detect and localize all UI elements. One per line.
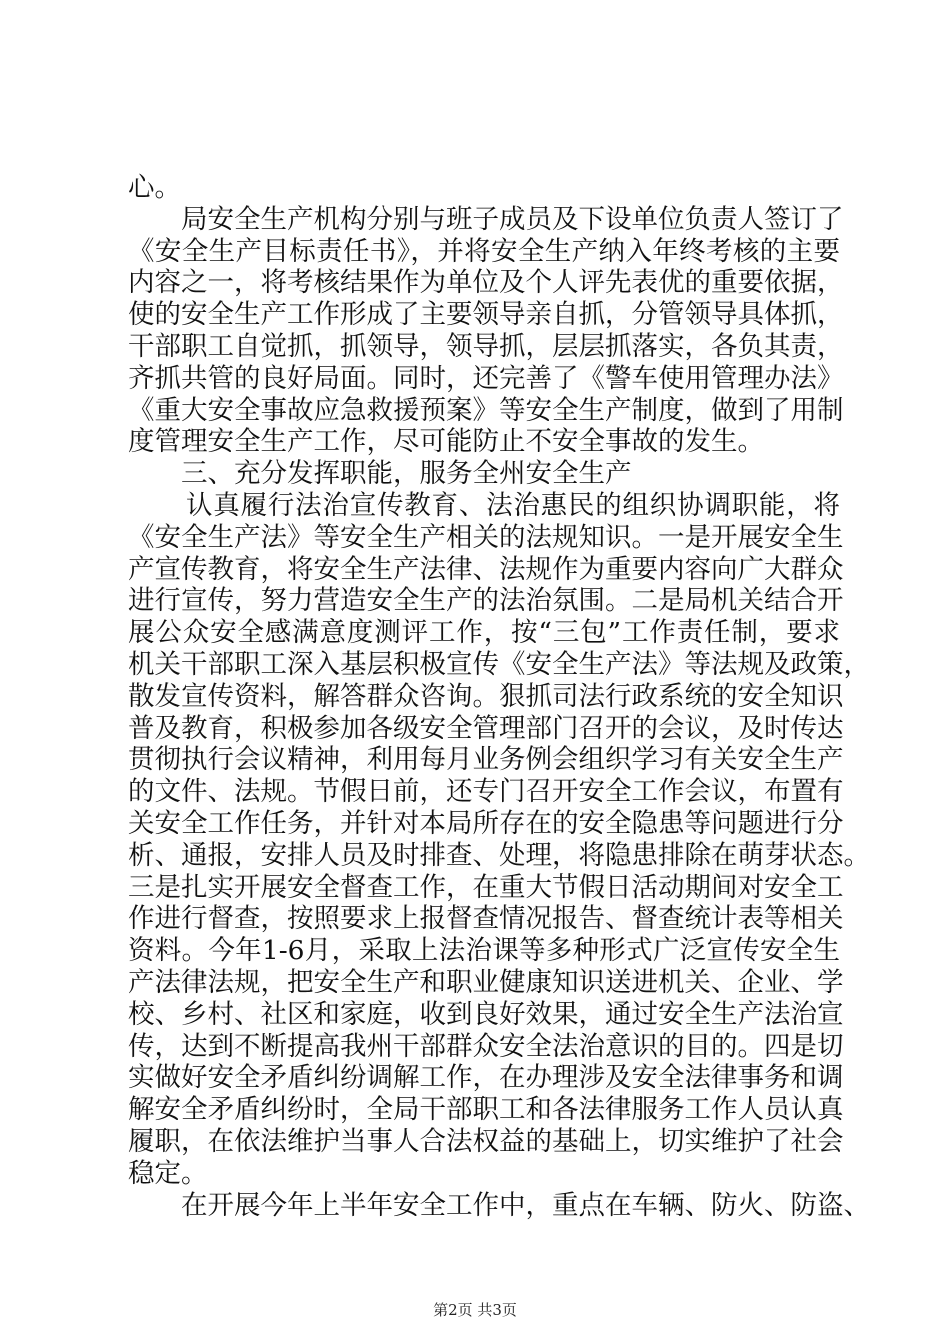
- text-line: 《重大安全事故应急救援预案》等安全生产制度，做到了用制: [128, 394, 844, 426]
- page-footer: 第2页 共3页: [433, 1301, 517, 1319]
- text-line: 三是扎实开展安全督查工作，在重大节假日活动期间对安全工: [128, 871, 844, 903]
- text-line: 内容之一，将考核结果作为单位及个人评先表优的重要依据，: [128, 267, 844, 299]
- text-line: 齐抓共管的良好局面。同时，还完善了《警车使用管理办法》: [128, 362, 844, 394]
- text-line: 机关干部职工深入基层积极宣传《安全生产法》等法规及政策，: [128, 648, 870, 680]
- text-line: 度管理安全生产工作，尽可能防止不安全事故的发生。: [128, 426, 764, 458]
- text-line: 析、通报，安排人员及时排查、处理，将隐患排除在萌芽状态。: [128, 839, 870, 871]
- text-line: 散发宣传资料，解答群众咨询。狠抓司法行政系统的安全知识: [128, 680, 844, 712]
- paragraph-start-line: 认真履行法治宣传教育、法治惠民的组织协调职能，将: [186, 489, 840, 521]
- text-line: 履职，在依法维护当事人合法权益的基础上，切实维护了社会: [128, 1125, 844, 1157]
- text-line: 《安全生产目标责任书》，并将安全生产纳入年终考核的主要: [128, 235, 840, 267]
- text-line: 产法律法规，把安全生产和职业健康知识送进机关、企业、学: [128, 966, 844, 998]
- text-line: 解安全矛盾纠纷时，全局干部职工和各法律服务工作人员认真: [128, 1094, 844, 1126]
- paragraph-start-line: 局安全生产机构分别与班子成员及下设单位负责人签订了: [181, 203, 844, 235]
- text-line: 校、乡村、社区和家庭，收到良好效果，通过安全生产法治宣: [128, 998, 844, 1030]
- section-heading: 三、充分发挥职能，服务全州安全生产: [181, 458, 632, 490]
- text-line: 的文件、法规。节假日前，还专门召开安全工作会议，布置有: [128, 776, 844, 808]
- text-line: 稳定。: [128, 1157, 208, 1189]
- text-line: 资料。今年1-6月，采取上法治课等多种形式广泛宣传安全生: [128, 935, 840, 967]
- text-line: 干部职工自觉抓，抓领导，领导抓，层层抓落实，各负其责，: [128, 330, 844, 362]
- document-body: [128, 172, 870, 1221]
- text-line: 使的安全生产工作形成了主要领导亲自抓，分管领导具体抓，: [128, 299, 844, 331]
- text-line: 作进行督查，按照要求上报督查情况报告、督查统计表等相关: [128, 903, 844, 935]
- text-line: 关安全工作任务，并针对本局所存在的安全隐患等问题进行分: [128, 807, 844, 839]
- text-line: 心。: [128, 172, 181, 203]
- text-line: 展公众安全感满意度测评工作，按“三包”工作责任制，要求: [128, 617, 840, 649]
- text-line: 传，达到不断提高我州干部群众安全法治意识的目的。四是切: [128, 1030, 844, 1062]
- text-line: 《安全生产法》等安全生产相关的法规知识。一是开展安全生: [128, 521, 844, 553]
- text-line: 产宣传教育，将安全生产法律、法规作为重要内容向广大群众: [128, 553, 844, 585]
- text-line: 实做好安全矛盾纠纷调解工作，在办理涉及安全法律事务和调: [128, 1062, 844, 1094]
- paragraph-start-line: 在开展今年上半年安全工作中，重点在车辆、防火、防盗、: [181, 1189, 870, 1221]
- text-line: 进行宣传，努力营造安全生产的法治氛围。二是局机关结合开: [128, 585, 844, 617]
- text-line: 普及教育，积极参加各级安全管理部门召开的会议，及时传达: [128, 712, 844, 744]
- text-line: 贯彻执行会议精神，利用每月业务例会组织学习有关安全生产: [128, 744, 844, 776]
